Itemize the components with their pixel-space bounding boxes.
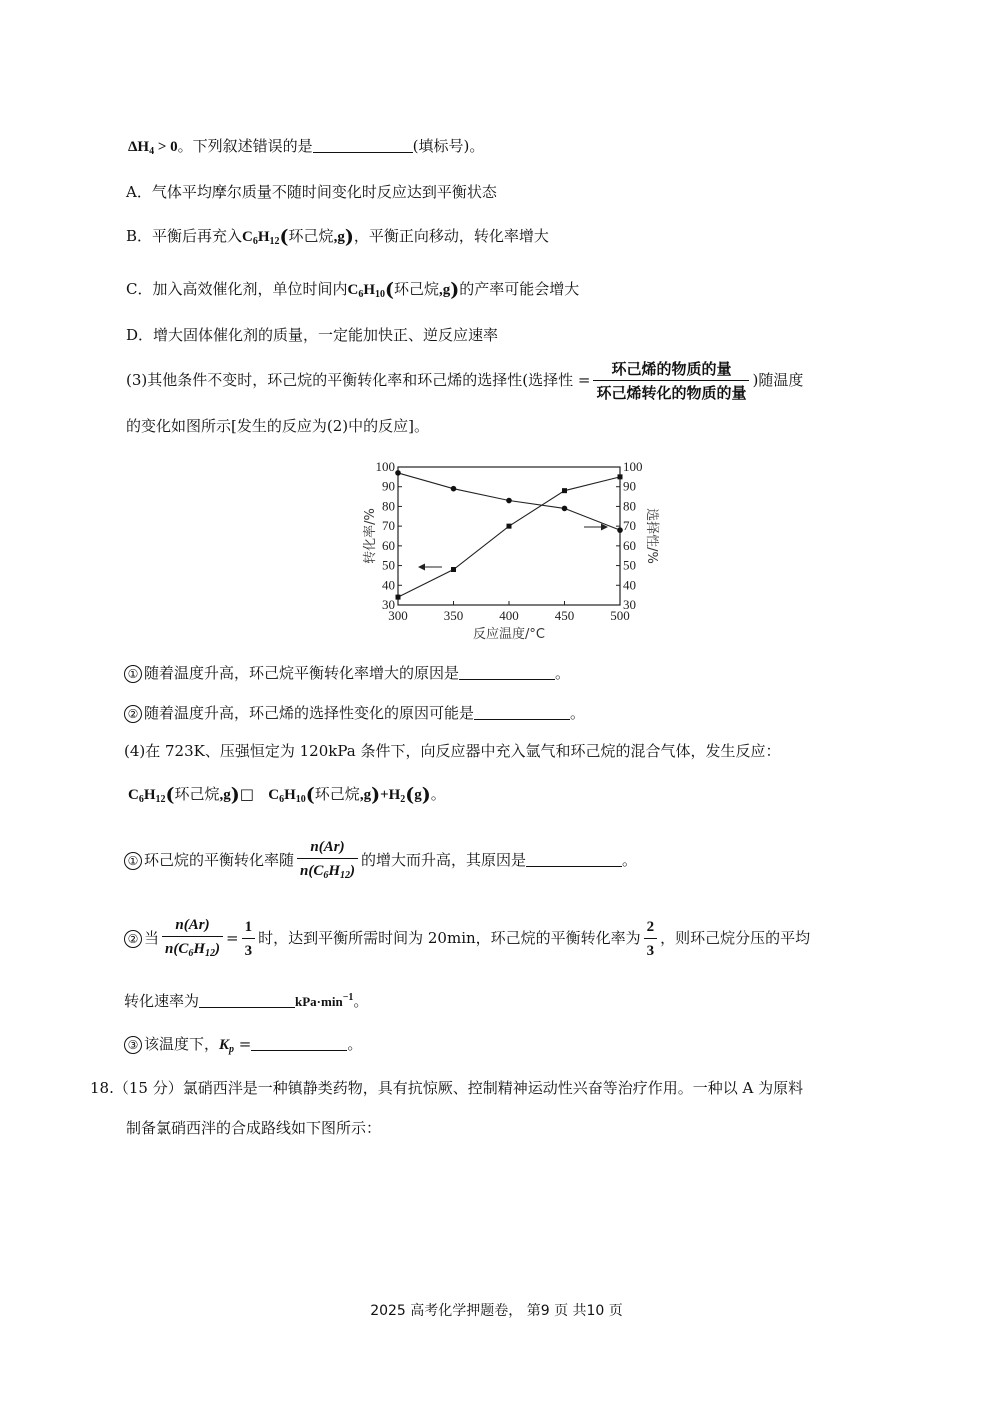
right-y-tick-label: 90 [623, 478, 636, 494]
question-18-stem: 18.（15 分）氯硝西泮是一种镇静类药物，具有抗惊厥、控制精神运动性兴奋等治疗作用。一种以 A 为原料 [90, 1079, 804, 1097]
x-tick-label: 300 [388, 608, 408, 623]
question-4-2-line2: 转化速率为 $kPa\cdot\min^{-1}$。 [124, 992, 369, 1010]
question-4-1: ① 环己烷的平衡转化率随 $\frac{n(Ar)}{n(C_6H_{12})}$ 的增大而升高，其原因是 。 [124, 834, 637, 886]
left-y-tick-label: 80 [382, 498, 395, 514]
right-y-axis-label: 选择性/% [644, 508, 659, 564]
x-tick-label: 450 [554, 608, 575, 623]
left-y-tick-label: 60 [382, 537, 395, 553]
answer-blank-4-2[interactable] [199, 993, 295, 1008]
answer-blank-3-1[interactable] [459, 665, 555, 680]
delta-h-symbol: $\Delta H_4 > 0$ [128, 139, 178, 157]
conversion-selectivity-chart [352, 455, 659, 645]
answer-blank-3-2[interactable] [474, 705, 570, 720]
right-y-tick-label: 70 [623, 518, 636, 534]
option-a: A．气体平均摩尔质量不随时间变化时反应达到平衡状态 [126, 183, 497, 201]
left-y-tick-label: 30 [382, 597, 395, 612]
series-1-point [618, 474, 623, 479]
left-y-axis-label: 转化率/% [363, 508, 378, 564]
one-third-fraction: $\frac{1}{3}$ [242, 917, 256, 961]
ratio-fraction: $\frac{n(Ar)}{n(C_6H_{12})}$ [297, 837, 358, 886]
rate-unit: $kPa\cdot\min^{-1}$ [295, 992, 354, 1009]
series-2-point [451, 486, 457, 492]
left-y-tick-label: 50 [382, 557, 395, 573]
series-2-point [562, 506, 568, 512]
answer-blank-4-3[interactable] [251, 1036, 347, 1051]
left-y-tick-label: 100 [375, 459, 395, 474]
x-tick-label: 500 [610, 608, 630, 623]
question-18-stem-line2: 制备氯硝西泮的合成路线如下图所示： [126, 1119, 382, 1137]
plot-frame [398, 467, 620, 605]
kp-symbol: $K_p$ [219, 1037, 235, 1055]
series-1-point [396, 595, 401, 600]
question-4-3: ③ 该温度下，$K_p$ = 。 [124, 1034, 362, 1060]
series-2-point [506, 498, 512, 504]
question-4-stem: (4)在 723K、压强恒定为 120kPa 条件下，向反应器中充入氩气和环己烷的混合气体，发生反应： [124, 742, 781, 760]
x-tick-label: 400 [499, 608, 519, 623]
page-footer: 2025 高考化学押题卷， 第9 页 共10 页 [370, 1303, 623, 1319]
option-c: C．加入高效催化剂，单位时间内$C_6H_{10}$(环己烷,g)的产率可能会增大 [126, 279, 580, 301]
chart-svg [352, 455, 659, 645]
series-1-point [562, 488, 567, 493]
reaction-equation: $C_6H_{12}$(环己烷,g)□ $C_6H_{10}$(环己烷$,g)+H_2(g)$。 [128, 784, 446, 806]
series-line-1 [398, 477, 620, 597]
x-tick-label: 350 [443, 608, 464, 623]
series-1-point [507, 524, 512, 529]
reversible-arrow-box: □ [239, 785, 254, 803]
option-d: D．增大固体催化剂的质量，一定能加快正、逆反应速率 [126, 326, 499, 344]
option-b: B．平衡后再充入$C_6H_{12}$(环己烷,g)，平衡正向移动，转化率增大 [126, 226, 549, 248]
question-2-stem-tail: $\Delta H_4 > 0$。下列叙述错误的是 (填标号)。 [128, 137, 485, 157]
question-3-1: ① 随着温度升高，环己烷平衡转化率增大的原因是 。 [124, 663, 570, 683]
question-3-2: ② 随着温度升高，环己烯的选择性变化的原因可能是 。 [124, 703, 585, 723]
question-3-stem-line2: 的变化如图所示[发生的反应为(2)中的反应]。 [126, 417, 429, 435]
question-3-stem: (3)其他条件不变时，环己烷的平衡转化率和环己烯的选择性(选择性 = $\frac{\text{环己烯的物质的量}}{\text{环己烯转化的物质的量}}$ )随温度 [126, 360, 804, 402]
question-4-2: ② 当 $\frac{n(Ar)}{n(C_6H_{12})}$ = $\frac{1}{3}$ 时，达到平衡所需时间为 20min，环己烷的平衡转化率为 $\frac{2}{3}$ ，则环己烷分压的平均 [124, 912, 810, 964]
left-y-tick-label: 40 [382, 577, 395, 593]
series-2-point [395, 470, 401, 476]
two-thirds-fraction: $\frac{2}{3}$ [644, 917, 658, 961]
right-y-tick-label: 80 [623, 498, 636, 514]
x-axis-label: 反应温度/°C [473, 627, 545, 642]
series-2-point [617, 527, 623, 533]
formula-c6h10: $C_6H_{10}$ [347, 282, 385, 300]
right-y-tick-label: 30 [623, 597, 636, 612]
right-y-tick-label: 100 [623, 459, 643, 474]
stem-text: 。下列叙述错误的是 [177, 137, 313, 155]
left-y-tick-label: 70 [382, 518, 395, 534]
ratio-fraction-2: $\frac{n(Ar)}{n(C_6H_{12})}$ [162, 915, 223, 964]
right-y-tick-label: 60 [623, 537, 636, 553]
right-y-tick-label: 50 [623, 557, 636, 573]
series-1-point [451, 567, 456, 572]
selectivity-fraction: $\frac{\text{环己烯的物质的量}}{\text{环己烯转化的物质的量}}$ [593, 359, 749, 403]
answer-blank[interactable] [313, 138, 413, 153]
left-y-tick-label: 90 [382, 478, 395, 494]
right-y-tick-label: 40 [623, 577, 636, 593]
formula-c6h12: $C_6H_{12}$ [242, 229, 280, 247]
left-axis-arrow-head [418, 564, 425, 571]
answer-blank-4-1[interactable] [526, 852, 622, 867]
